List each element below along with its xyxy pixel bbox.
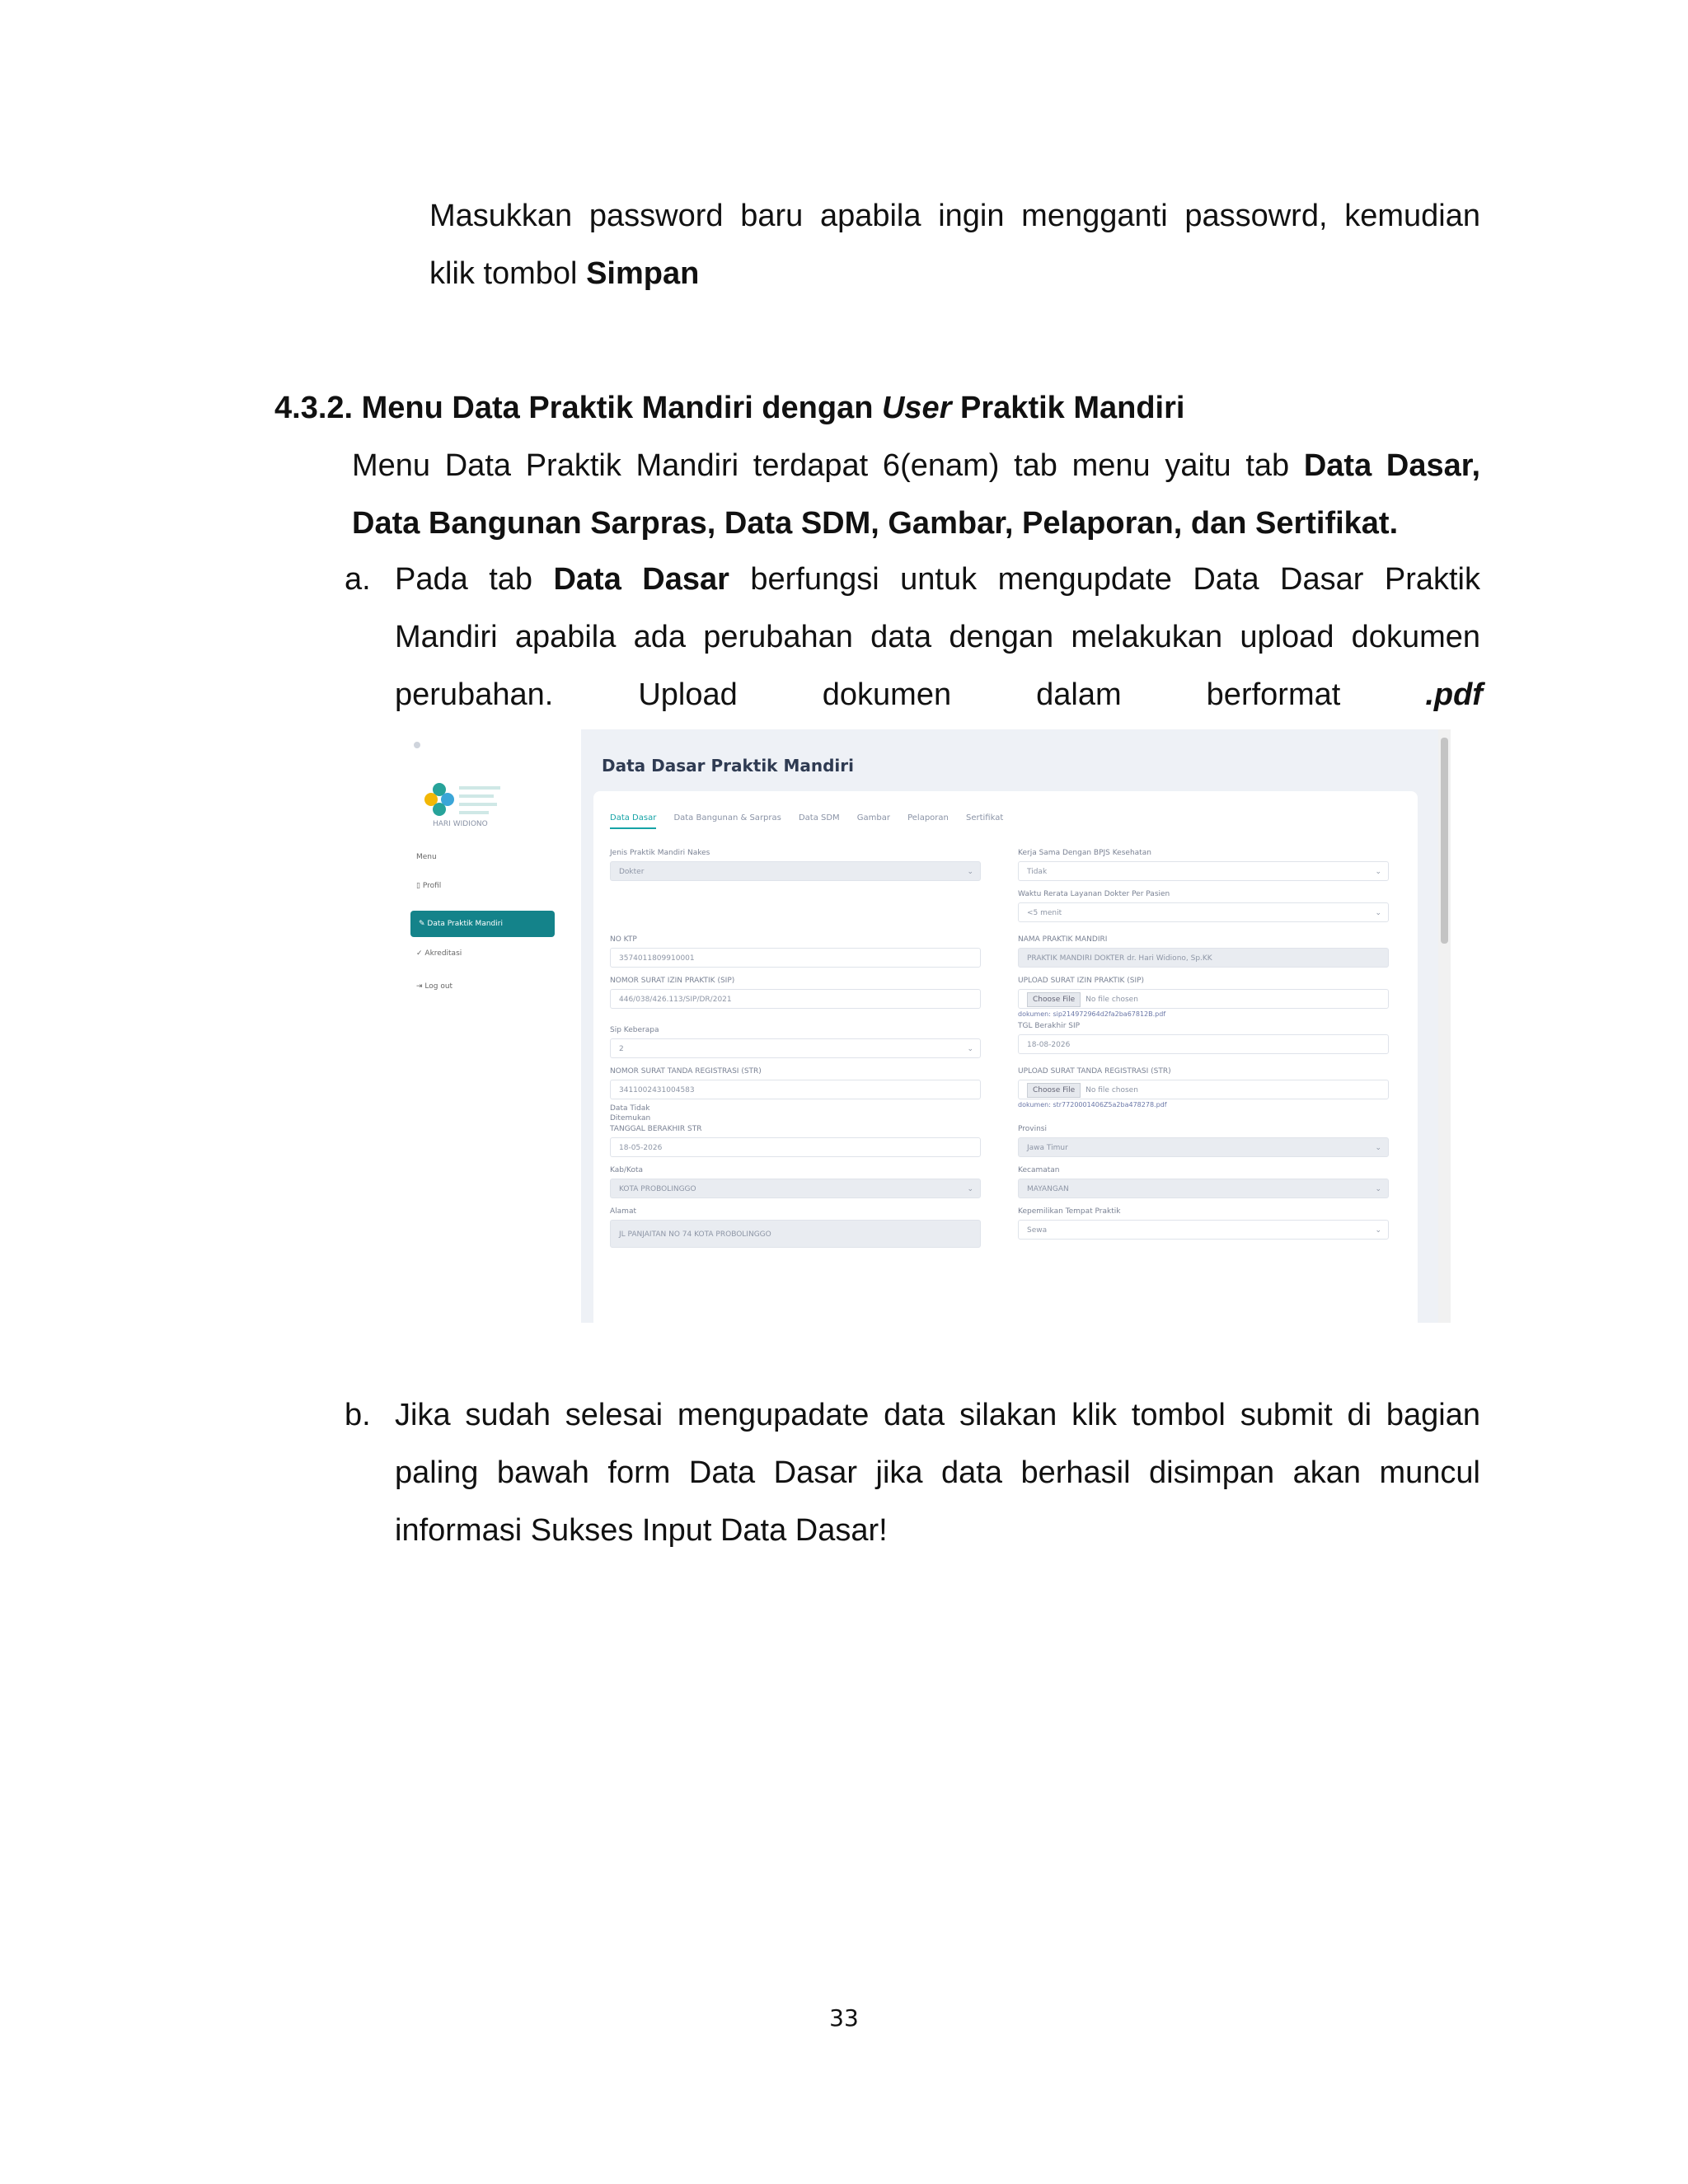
field-label: Kepemilikan Tempat Praktik [1018, 1207, 1121, 1216]
field-value: 2 [619, 1045, 624, 1053]
desc-bold-1: Data Dasar, [1303, 448, 1481, 483]
word-berformat: berformat [1206, 677, 1341, 712]
intro-line-1: Masukkan password baru apabila ingin mengganti passowrd, kemudian [429, 199, 1480, 233]
field-value: Sewa [1027, 1226, 1048, 1235]
provinsi-select[interactable] [1018, 1137, 1389, 1157]
embedded-screenshot [404, 729, 1451, 1323]
tab-data-bangunan[interactable]: Data Bangunan & Sarpras [673, 813, 781, 823]
field-label: Jenis Praktik Mandiri Nakes [610, 849, 710, 857]
desc-line-2: Data Bangunan Sarpras, Data SDM, Gambar, Pelaporan, dan Sertifikat. [352, 506, 1399, 541]
item-b-line-2: paling bawah form Data Dasar jika data berhasil disimpan akan muncul [395, 1455, 1480, 1490]
sidebar-item-data-praktik-mandiri[interactable] [410, 911, 555, 937]
tab-bar [610, 808, 1016, 832]
logout-icon: ⇥ [416, 982, 425, 991]
field-label: Kab/Kota [610, 1166, 644, 1174]
sip-number-input[interactable]: 446/038/426.113/SIP/DR/2021 [610, 989, 981, 1009]
field-label: Provinsi [1018, 1125, 1047, 1133]
str-end-date-input[interactable]: 18-05-2026 [610, 1137, 981, 1157]
alamat-textarea[interactable]: JL PANJAITAN NO 74 KOTA PROBOLINGGO [610, 1220, 981, 1248]
sidebar [404, 729, 581, 1323]
word-dokumen: dokumen [822, 677, 952, 712]
field-label: Sip Keberapa [610, 1026, 659, 1034]
tab-pelaporan[interactable]: Pelaporan [907, 813, 949, 823]
scrollbar[interactable] [1438, 729, 1451, 1323]
desc-line-1 [352, 437, 1480, 494]
section-title-b: Praktik Mandiri [951, 391, 1185, 425]
field-label: TANGGAL BERAKHIR STR [610, 1125, 702, 1133]
field-label: NAMA PRAKTIK MANDIRI [1018, 935, 1108, 944]
str-status-line-2: Ditemukan [610, 1114, 651, 1122]
item-a-marker: a. [345, 562, 371, 597]
field-value: Jawa Timur [1027, 1144, 1068, 1152]
section-title-italic: User [881, 391, 952, 425]
str-document-link[interactable]: dokumen: str7720001406Z5a2ba478278.pdf [1018, 1101, 1167, 1108]
chevron-down-icon: ⌄ [967, 1185, 973, 1193]
menu-header: Menu [416, 853, 437, 861]
item-b-line-3: informasi Sukses Input Data Dasar! [395, 1513, 888, 1548]
page-title: Data Dasar Praktik Mandiri [602, 756, 854, 776]
item-a-line-3 [395, 666, 1483, 724]
sidebar-dot [414, 742, 420, 748]
field-value: MAYANGAN [1027, 1185, 1069, 1193]
chevron-down-icon: ⌄ [1375, 909, 1381, 917]
field-label: TGL Berakhir SIP [1018, 1022, 1081, 1030]
data-dasar-keyword: Data Dasar [553, 562, 729, 597]
str-file-input[interactable] [1018, 1080, 1389, 1099]
sip-document-link[interactable]: dokumen: sip214972964d2fa2ba67812B.pdf [1018, 1010, 1166, 1018]
bpjs-select[interactable] [1018, 861, 1389, 881]
kecamatan-select[interactable] [1018, 1179, 1389, 1198]
tab-data-sdm[interactable]: Data SDM [798, 813, 840, 823]
field-value: <5 menit [1027, 909, 1062, 917]
intro-line-2 [429, 245, 699, 302]
sidebar-item-label: Profil [422, 882, 442, 890]
choose-file-button[interactable]: Choose File [1027, 1083, 1081, 1098]
logo-username: HARI WIDIONO [433, 820, 488, 828]
file-status: No file chosen [1085, 996, 1138, 1004]
tab-sertifikat[interactable]: Sertifikat [965, 813, 1004, 823]
page-number: 33 [829, 2004, 859, 2032]
field-label: Kerja Sama Dengan BPJS Kesehatan [1018, 849, 1151, 857]
sidebar-item-label: Log out [424, 982, 453, 991]
file-status: No file chosen [1085, 1086, 1138, 1094]
no-ktp-input[interactable]: 3574011809910001 [610, 948, 981, 968]
chevron-down-icon: ⌄ [1375, 868, 1381, 876]
jenis-nakes-select[interactable] [610, 861, 981, 881]
word-dalam: dalam [1036, 677, 1122, 712]
kepemilikan-select[interactable] [1018, 1220, 1389, 1240]
desc-text: Menu Data Praktik Mandiri terdapat 6(enam) tab menu yaitu tab [352, 448, 1304, 483]
sidebar-item-label: Data Praktik Mandiri [427, 920, 503, 928]
edit-icon: ✎ [419, 920, 428, 928]
tab-data-dasar[interactable]: Data Dasar [610, 813, 656, 829]
field-label: Waktu Rerata Layanan Dokter Per Pasien [1018, 890, 1170, 898]
scrollbar-thumb[interactable] [1441, 738, 1448, 944]
item-b-line-1: Jika sudah selesai mengupadate data silakan klik tombol submit di bagian [395, 1398, 1480, 1432]
chevron-down-icon: ⌄ [967, 1045, 973, 1053]
sip-end-date-input[interactable]: 18-08-2026 [1018, 1034, 1389, 1054]
tab-gambar[interactable]: Gambar [856, 813, 890, 823]
intro-text: klik tombol [429, 256, 587, 291]
section-number: 4.3.2. [274, 391, 354, 425]
sidebar-item-akreditasi[interactable] [416, 945, 462, 962]
sidebar-item-logout[interactable] [416, 978, 452, 995]
item-a-text-2: berfungsi untuk mengupdate Data Dasar Praktik [729, 562, 1480, 597]
item-b-marker: b. [345, 1398, 371, 1432]
check-icon: ✓ [416, 949, 425, 958]
field-value: KOTA PROBOLINGGO [619, 1185, 696, 1193]
chevron-down-icon: ⌄ [1375, 1185, 1381, 1193]
main-panel [581, 729, 1438, 1323]
sip-file-input[interactable] [1018, 989, 1389, 1009]
chevron-down-icon: ⌄ [1375, 1226, 1381, 1235]
field-label: UPLOAD SURAT TANDA REGISTRASI (STR) [1018, 1067, 1171, 1076]
word-upload: Upload [638, 677, 738, 712]
field-label: Kecamatan [1018, 1166, 1060, 1174]
sip-keberapa-select[interactable] [610, 1038, 981, 1058]
str-number-input[interactable]: 3411002431004583 [610, 1080, 981, 1099]
nama-praktik-input[interactable]: PRAKTIK MANDIRI DOKTER dr. Hari Widiono, Sp.KK [1018, 948, 1389, 968]
field-label: NO KTP [610, 935, 637, 944]
field-value: Dokter [619, 868, 645, 876]
kab-kota-select[interactable] [610, 1179, 981, 1198]
section-heading [274, 379, 1184, 437]
sidebar-item-label: Akreditasi [424, 949, 462, 958]
item-a-line-2: Mandiri apabila ada perubahan data dengan melakukan upload dokumen [395, 620, 1480, 654]
chevron-down-icon: ⌄ [1375, 1144, 1381, 1152]
str-status-line-1: Data Tidak [610, 1104, 650, 1113]
doc-icon: ▯ [416, 882, 423, 890]
section-title-a: Menu Data Praktik Mandiri dengan [353, 391, 882, 425]
field-label: Alamat [610, 1207, 636, 1216]
field-label: NOMOR SURAT TANDA REGISTRASI (STR) [610, 1067, 762, 1076]
form-card [593, 791, 1418, 1323]
sidebar-item-profil[interactable] [416, 878, 441, 894]
field-label: NOMOR SURAT IZIN PRAKTIK (SIP) [610, 977, 735, 985]
item-a-line-1 [395, 551, 1480, 608]
simpan-keyword: Simpan [586, 256, 700, 291]
chevron-down-icon: ⌄ [967, 868, 973, 876]
waktu-layanan-select[interactable] [1018, 902, 1389, 922]
pdf-keyword: .pdf [1425, 677, 1483, 712]
choose-file-button[interactable]: Choose File [1027, 992, 1081, 1007]
item-a-text: Pada tab [395, 562, 554, 597]
field-value: Tidak [1027, 868, 1048, 876]
field-label: UPLOAD SURAT IZIN PRAKTIK (SIP) [1018, 977, 1145, 985]
kemenkes-logo-icon [416, 775, 515, 824]
word-perubahan: perubahan. [395, 677, 554, 712]
